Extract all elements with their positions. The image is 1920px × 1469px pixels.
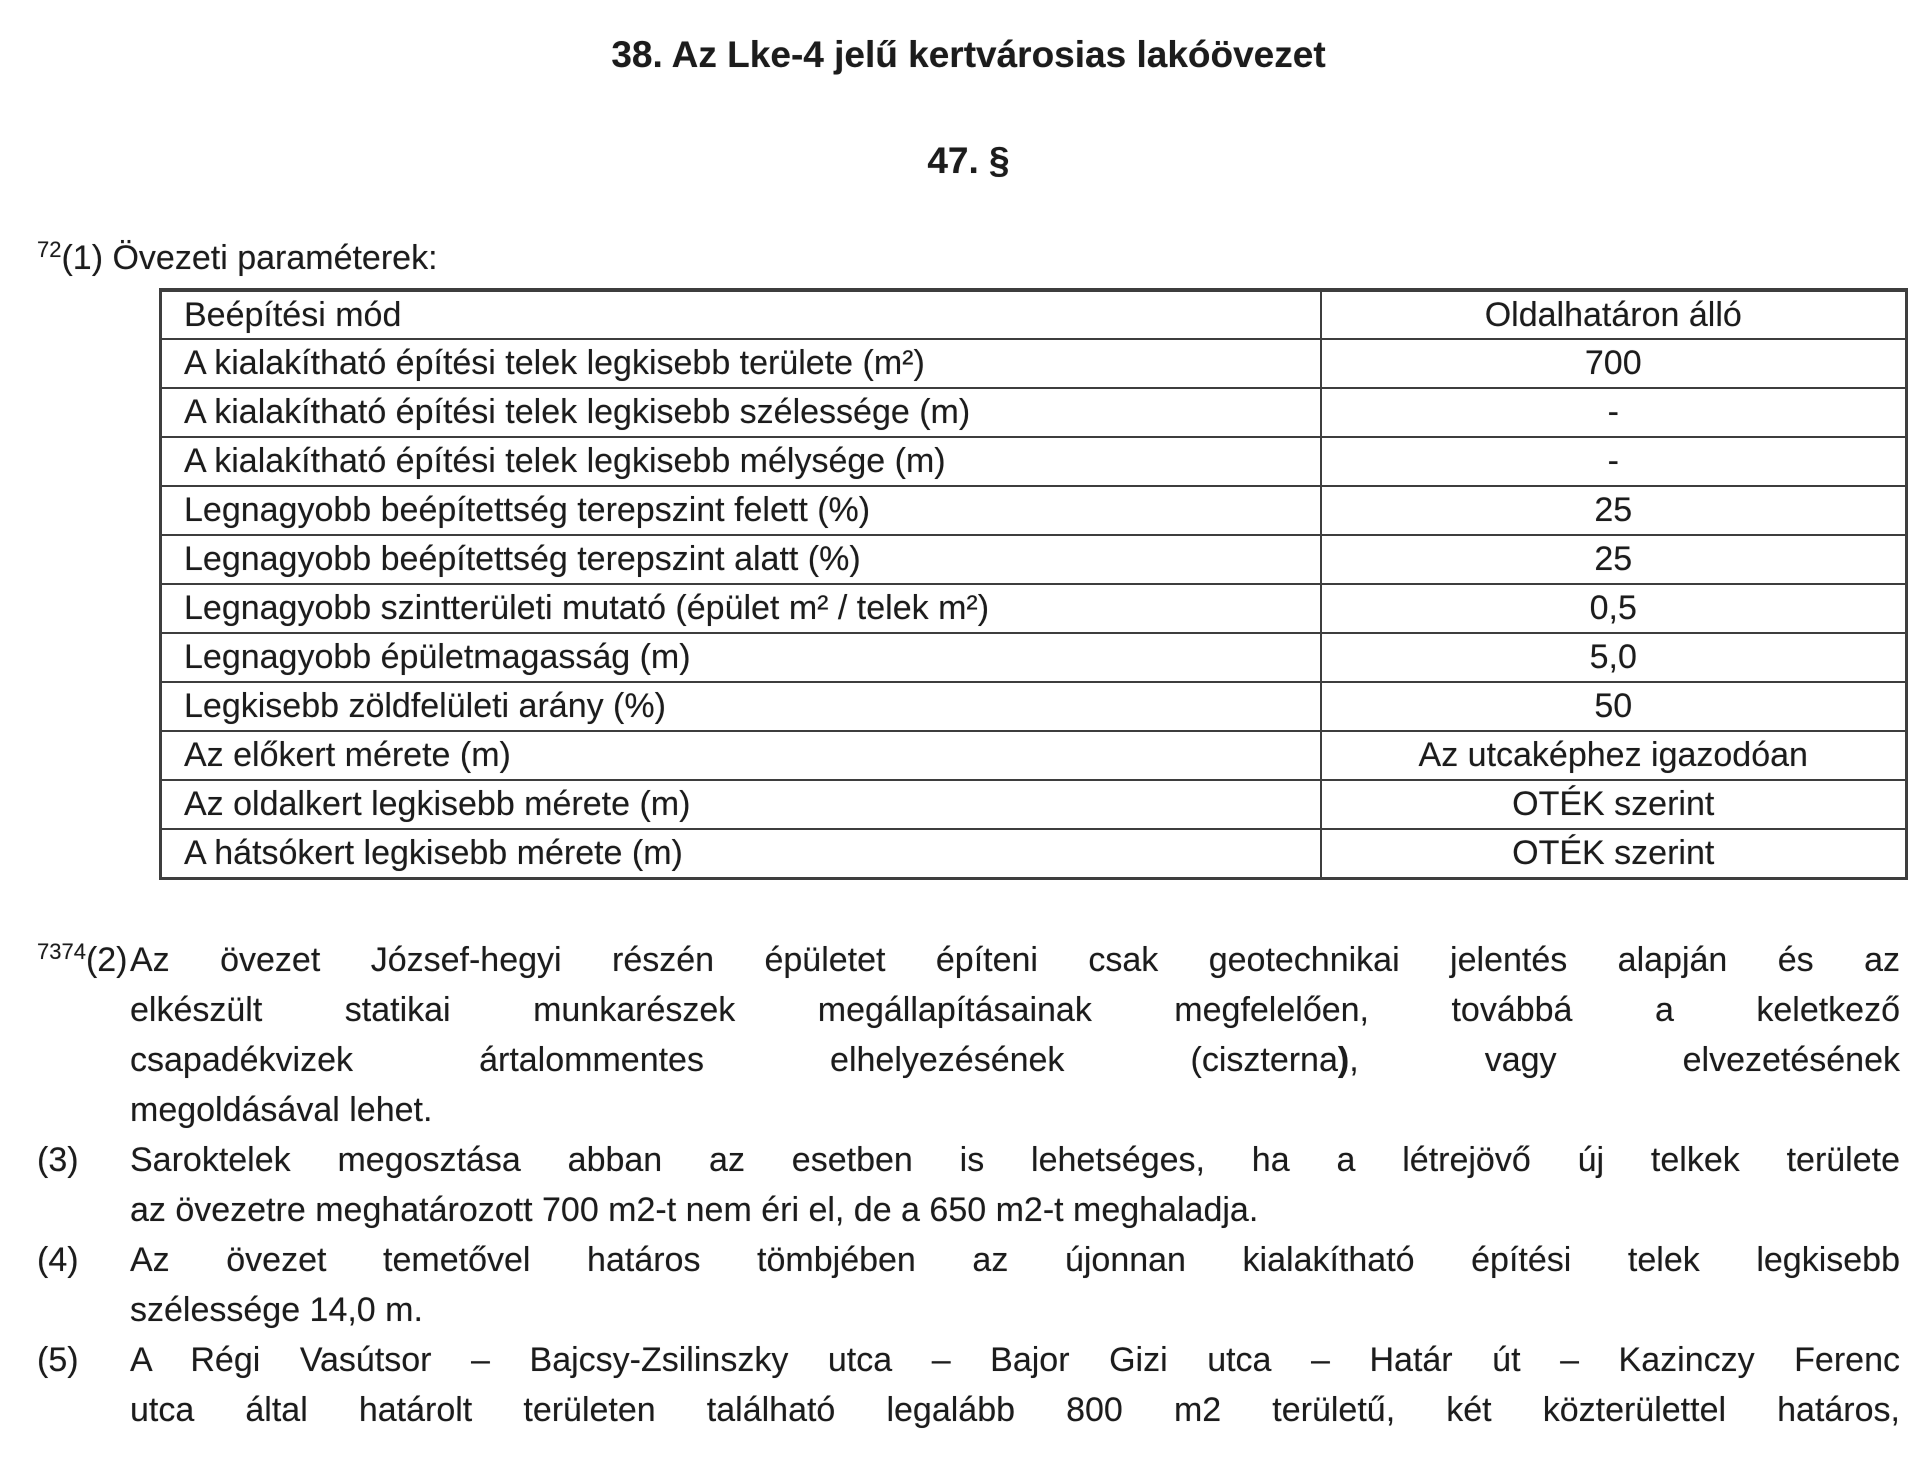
document-page xyxy=(0,30,1920,1435)
intro-line xyxy=(37,236,1900,284)
paragraph-line: elkészült statikai munkarészek megállapításainak megfelelően, továbbá a keletkező xyxy=(130,990,1900,1029)
param-label-cell: Az oldalkert legkisebb mérete (m) xyxy=(161,780,1321,829)
paragraph-label: $^{7374}$(2) xyxy=(37,938,128,979)
paragraph-4 xyxy=(37,1235,1900,1335)
param-value-cell: 25 xyxy=(1321,535,1907,584)
footnote-marker-7374: 7374 xyxy=(37,938,86,964)
param-label-cell: Legkisebb zöldfelületi arány (%) xyxy=(161,682,1321,731)
param-label-cell: A kialakítható építési telek legkisebb mélysége (m) xyxy=(161,437,1321,486)
paragraph-line: az övezetre meghatározott 700 m2-t nem éri el, de a 650 m2-t meghaladja. xyxy=(130,1190,1259,1229)
paragraph-line: A Régi Vasútsor – Bajcsy-Zsilinszky utca – Bajor Gizi utca – Határ út – Kazinczy Ferenc xyxy=(130,1340,1900,1379)
table-row xyxy=(161,339,1907,388)
param-value-cell: - xyxy=(1321,437,1907,486)
paragraph-line: megoldásával lehet. xyxy=(130,1090,433,1129)
section-title: 38. Az Lke-4 jelű kertvárosias lakóövezet xyxy=(611,34,1326,75)
param-value-cell: 700 xyxy=(1321,339,1907,388)
param-value-cell: 5,0 xyxy=(1321,633,1907,682)
table-row xyxy=(161,535,1907,584)
paragraphs-block xyxy=(37,935,1900,1435)
paragraph-line: Saroktelek megosztása abban az esetben is lehetséges, ha a létrejövő új telkek területe xyxy=(130,1140,1900,1179)
table-row xyxy=(161,486,1907,535)
param-value-cell: OTÉK szerint xyxy=(1321,780,1907,829)
param-label-cell: A hátsókert legkisebb mérete (m) xyxy=(161,829,1321,878)
footnote-marker-72: 72 xyxy=(37,237,62,262)
paragraph-heading: 47. § xyxy=(927,140,1010,181)
paragraph-line: Az övezet temetővel határos tömbjében az újonnan kialakítható építési telek legkisebb xyxy=(130,1240,1900,1279)
table-row xyxy=(161,633,1907,682)
paragraph-2 xyxy=(37,935,1900,1135)
table-row xyxy=(161,731,1907,780)
param-label-cell: A kialakítható építési telek legkisebb területe (m²) xyxy=(161,339,1321,388)
intro-text: (1) Övezeti paraméterek: xyxy=(61,239,438,277)
table-row xyxy=(161,584,1907,633)
paragraph-3 xyxy=(37,1135,1900,1235)
paragraph-line: Az övezet József-hegyi részén épületet építeni csak geotechnikai jelentés alapján és az xyxy=(130,940,1900,979)
paragraph-label: (3) xyxy=(37,1140,79,1179)
paragraph-label: (4) xyxy=(37,1240,79,1279)
param-label-cell: Legnagyobb szintterületi mutató (épület m² / telek m²) xyxy=(161,584,1321,633)
paragraph-5 xyxy=(37,1335,1900,1435)
param-value-cell: 0,5 xyxy=(1321,584,1907,633)
zoning-parameters-table xyxy=(159,288,1908,880)
param-label-cell: Az előkert mérete (m) xyxy=(161,731,1321,780)
param-label-cell: A kialakítható építési telek legkisebb szélessége (m) xyxy=(161,388,1321,437)
paragraph-line: szélessége 14,0 m. xyxy=(130,1290,423,1329)
param-label-cell: Legnagyobb beépítettség terepszint felett (%) xyxy=(161,486,1321,535)
param-label-cell: Beépítési mód xyxy=(161,290,1321,339)
param-value-cell: OTÉK szerint xyxy=(1321,829,1907,878)
table-row xyxy=(161,388,1907,437)
paragraph-line: csapadékvizek ártalommentes elhelyezésének (ciszterna), vagy elvezetésének xyxy=(130,1040,1900,1079)
table-row xyxy=(161,682,1907,731)
table-row xyxy=(161,780,1907,829)
param-label-cell: Legnagyobb épületmagasság (m) xyxy=(161,633,1321,682)
table-row xyxy=(161,290,1907,339)
param-value-cell: Oldalhatáron álló xyxy=(1321,290,1907,339)
param-value-cell: 50 xyxy=(1321,682,1907,731)
table-row xyxy=(161,829,1907,878)
param-value-cell: Az utcaképhez igazodóan xyxy=(1321,731,1907,780)
paragraph-line: utca által határolt területen található legalább 800 m2 területű, két közterülettel határos, xyxy=(130,1390,1900,1429)
param-value-cell: 25 xyxy=(1321,486,1907,535)
param-value-cell: - xyxy=(1321,388,1907,437)
paragraph-label: (5) xyxy=(37,1340,79,1379)
table-row xyxy=(161,437,1907,486)
param-label-cell: Legnagyobb beépítettség terepszint alatt (%) xyxy=(161,535,1321,584)
